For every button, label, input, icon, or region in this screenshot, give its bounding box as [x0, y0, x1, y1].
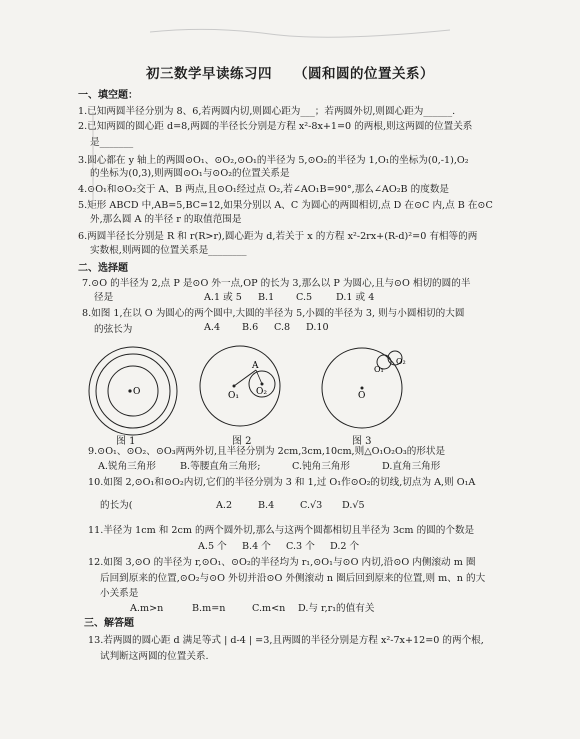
q10-option-d: D.√5 — [342, 500, 365, 511]
question-1: 1.已知两圆半径分别为 8、6,若两圆内切,则圆心距为___；若两圆外切,则圆心距为______. — [78, 106, 456, 117]
figure-3-caption: 图 3 — [352, 436, 372, 447]
question-9-options — [98, 461, 440, 473]
question-12-options — [130, 603, 374, 615]
question-11: 11.半径为 1cm 和 2cm 的两个圆外切,那么与这两个圆都相切且半径为 3cm 的圆的个数是 — [88, 525, 475, 536]
q9-option-c: C.钝角三角形 — [292, 461, 351, 472]
page-title — [0, 62, 580, 82]
q11-option-d: D.2 个 — [330, 541, 360, 552]
q8-option-c: C.8 — [274, 322, 291, 333]
question-8-line-1: 8.如图 1,在以 O 为圆心的两个圆中,大圆的半径为 5,小圆的半径为 3, 则与小圆相切的大圆 — [82, 308, 465, 319]
fig1-center-dot — [128, 389, 131, 392]
fig2-label-o1: O₁ — [228, 391, 239, 401]
figure-3 — [318, 338, 414, 434]
question-9: 9.⊙O₁、⊙O₂、⊙O₃两两外切,且半径分别为 2cm,3cm,10cm,则△O₁O₂O₃的形状是 — [88, 446, 446, 457]
scan-bleed-decoration — [150, 22, 450, 42]
question-5-line-2: 外,那么圆 A 的半径 r 的取值范围是 — [90, 214, 242, 225]
q12-option-d: D.与 r,r₁的值有关 — [298, 603, 375, 614]
question-13-line-1: 13.若两圆的圆心距 d 满足等式 | d-4 | =3,且两圆的半径分别是方程 x²-7x+12=0 的两个根, — [88, 635, 484, 646]
question-2-line-2: 是_______ — [90, 137, 134, 148]
question-8-options — [204, 322, 329, 334]
question-7-options — [204, 292, 374, 304]
q11-option-c: C.3 个 — [286, 541, 315, 552]
question-12-line-1: 12.如图 3,⊙O 的半径为 r,⊙O₁、⊙O₂的半径均为 r₁,⊙O₁与⊙O 内切,沿⊙O 内侧滚动 m 圈 — [88, 557, 476, 568]
q12-option-a: A.m>n — [130, 603, 164, 614]
question-13-line-2: 试判断这两圆的位置关系. — [100, 651, 209, 662]
q8-option-a: A.4 — [204, 322, 221, 333]
question-6-line-1: 6.两圆半径长分别是 R 和 r(R>r),圆心距为 d,若关于 x 的方程 x²-2rx+(R-d)²=0 有相等的两 — [78, 231, 478, 242]
q10-option-b: B.4 — [258, 500, 275, 511]
figure-2 — [198, 340, 294, 436]
question-5-line-1: 5.矩形 ABCD 中,AB=5,BC=12,如果分别以 A、C 为圆心的两圆相切,点 D 在⊙C 内,点 B 在⊙C — [78, 200, 493, 211]
fig3-label-o: O — [358, 391, 366, 401]
q12-option-c: C.m<n — [252, 603, 286, 614]
fig3-center-dot — [361, 387, 364, 390]
fig3-label-o2: O₂ — [396, 357, 406, 366]
q10-option-a: A.2 — [216, 500, 233, 511]
question-12-line-2: 后回到原来的位置,⊙O₂与⊙O 外切并沿⊙O 外侧滚动 n 圈后回到原来的位置,则 m、n 的大 — [100, 573, 486, 584]
figure-2-caption: 图 2 — [232, 436, 252, 447]
q7-option-d: D.1 或 4 — [336, 292, 375, 303]
fig3-label-o1: O₁ — [374, 365, 384, 374]
q9-option-a: A.锐角三角形 — [98, 461, 156, 472]
question-10-options — [216, 500, 365, 512]
q12-option-b: B.m=n — [192, 603, 226, 614]
figure-1 — [86, 346, 184, 444]
fig2-o2-dot — [261, 383, 264, 386]
q11-option-a: A.5 个 — [198, 541, 227, 552]
q8-option-d: D.10 — [306, 322, 329, 333]
question-4: 4.⊙O₁和⊙O₂交于 A、B 两点,且⊙O₁经过点 O₂,若∠AO₁B=90°,那么∠AO₂B 的度数是 — [78, 184, 450, 195]
q7-option-b: B.1 — [258, 292, 275, 303]
question-12-line-3: 小关系是 — [100, 588, 139, 599]
question-10-line-1: 10.如图 2,⊙O₁和⊙O₂内切,它们的半径分别为 3 和 1,过 O₁作⊙O₂的切线,切点为 A,则 O₁A — [88, 477, 476, 488]
q10-option-c: C.√3 — [300, 500, 323, 511]
section-choice-heading: 二、选择题 — [78, 263, 128, 274]
title-main: 初三数学早读练习四 — [146, 66, 272, 82]
question-2-line-1: 2.已知两圆的圆心距 d=8,两圆的半径长分别是方程 x²-8x+1=0 的两根,则这两圆的位置关系 — [78, 121, 473, 132]
fig2-o1-dot — [233, 385, 236, 388]
q9-option-d: D.直角三角形 — [382, 461, 441, 472]
question-7-line-2: 径是 — [94, 292, 114, 303]
fig2-tangent-line — [234, 370, 256, 386]
section-fill-heading: 一、填空题： — [78, 90, 138, 101]
fig2-label-o2: O₂ — [256, 387, 267, 397]
title-subtitle: （圆和圆的位置关系） — [294, 66, 434, 82]
handwritten-margin-mark — [88, 112, 98, 202]
question-7-line-1: 7.⊙O 的半径为 2,点 P 是⊙O 外一点,OP 的长为 3,那么以 P 为圆心,且与⊙O 相切的圆的半 — [82, 278, 471, 289]
q11-option-b: B.4 个 — [242, 541, 271, 552]
q9-option-b: B.等腰直角三角形; — [180, 461, 261, 472]
fig2-big-circle — [200, 346, 280, 426]
q7-option-a: A.1 或 5 — [204, 292, 242, 303]
question-10-line-2: 的长为( — [100, 500, 133, 511]
section-answer-heading: 三、解答题 — [84, 618, 134, 629]
q8-option-b: B.6 — [242, 322, 259, 333]
figure-1-caption: 图 1 — [116, 436, 136, 447]
question-3-line-1: 3.圆心都在 y 轴上的两圆⊙O₁、⊙O₂,⊙O₁的半径为 5,⊙O₂的半径为 1,O₁的坐标为(0,-1),O₂ — [78, 155, 469, 166]
question-11-options — [198, 541, 359, 553]
q7-option-c: C.5 — [296, 292, 313, 303]
question-6-line-2: 实数根,则两圆的位置关系是________ — [90, 245, 247, 256]
question-3-line-2: 的坐标为(0,3),则两圆⊙O₁与⊙O₂的位置关系是 — [90, 168, 290, 179]
fig2-label-a: A — [252, 361, 259, 371]
fig1-label-o: O — [133, 387, 141, 397]
fig2-radius-line — [256, 370, 262, 384]
question-8-line-2: 的弦长为 — [94, 324, 133, 335]
